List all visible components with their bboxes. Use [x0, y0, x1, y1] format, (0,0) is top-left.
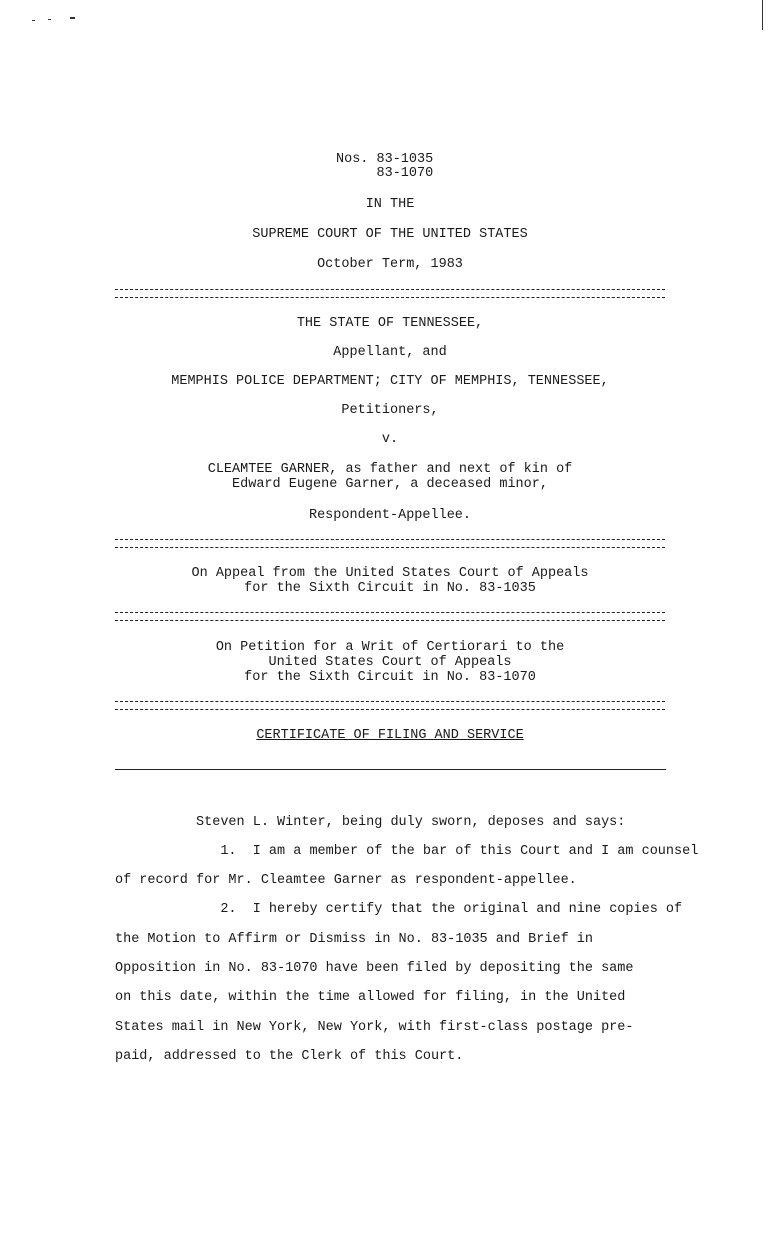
appeal-line-2: for the Sixth Circuit in No. 83-1035 [244, 581, 536, 596]
certificate-title: CERTIFICATE OF FILING AND SERVICE [256, 728, 524, 743]
docket-line-2: 83-1070 [336, 166, 434, 181]
divider-rule-3 [115, 612, 665, 621]
versus-label: v. [381, 432, 399, 447]
divider-rule-2 [115, 539, 665, 548]
paragraph-2-line-1-text: 2. I hereby certify that the original and nine copies of [220, 902, 683, 917]
respondent-name-line-2: Edward Eugene Garner, a deceased minor, [232, 477, 548, 492]
respondent-name-line-1: CLEAMTEE GARNER, as father and next of kin of [207, 462, 573, 477]
paragraph-1-line-2: of record for Mr. Cleamtee Garner as respondent-appellee. [115, 873, 577, 888]
court-name: SUPREME COURT OF THE UNITED STATES [252, 227, 528, 242]
appellant-name: THE STATE OF TENNESSEE, [296, 316, 484, 331]
body-intro-text: Steven L. Winter, being duly sworn, deposes and says: [196, 815, 626, 830]
docket-numbers [336, 153, 433, 181]
appeal-line-1: On Appeal from the United States Court of Appeals [191, 566, 589, 581]
scan-mark-top-left-2 [48, 19, 51, 20]
paragraph-2-line-5: States mail in New York, New York, with first-class postage pre- [115, 1020, 634, 1035]
petition-line-2: United States Court of Appeals [268, 655, 512, 670]
paragraph-2-line-1 [115, 895, 715, 925]
paragraph-1-line-1 [115, 837, 715, 867]
in-the-label: IN THE [365, 197, 415, 212]
divider-rule-4 [115, 701, 665, 710]
scan-mark-top-left [32, 20, 35, 21]
signature-divider [115, 769, 666, 770]
divider-rule-1 [115, 289, 665, 298]
petitioners-name: MEMPHIS POLICE DEPARTMENT; CITY OF MEMPHIS, TENNESSEE, [171, 374, 609, 389]
petition-line-1: On Petition for a Writ of Certiorari to the [215, 640, 565, 655]
scan-mark-top-left-3 [70, 17, 75, 19]
court-term: October Term, 1983 [317, 257, 463, 272]
petition-line-3: for the Sixth Circuit in No. 83-1070 [244, 670, 536, 685]
docket-line-1: Nos. 83-1035 [336, 152, 434, 167]
paragraph-1-line-1-text: 1. I am a member of the bar of this Court and I am counsel [220, 844, 699, 859]
paragraph-2-line-6: paid, addressed to the Clerk of this Court. [115, 1049, 464, 1064]
petitioners-role: Petitioners, [341, 403, 439, 418]
scan-edge-right [762, 0, 763, 30]
paragraph-2-line-4: on this date, within the time allowed for filing, in the United [115, 990, 626, 1005]
respondent-role: Respondent-Appellee. [308, 508, 472, 523]
appellant-role: Appellant, and [333, 345, 447, 360]
paragraph-2-line-3: Opposition in No. 83-1070 have been filed by depositing the same [115, 961, 634, 976]
body-intro [115, 808, 715, 838]
paragraph-2-line-2: the Motion to Affirm or Dismiss in No. 83-1035 and Brief in [115, 932, 593, 947]
certificate-title-wrap [115, 728, 665, 743]
